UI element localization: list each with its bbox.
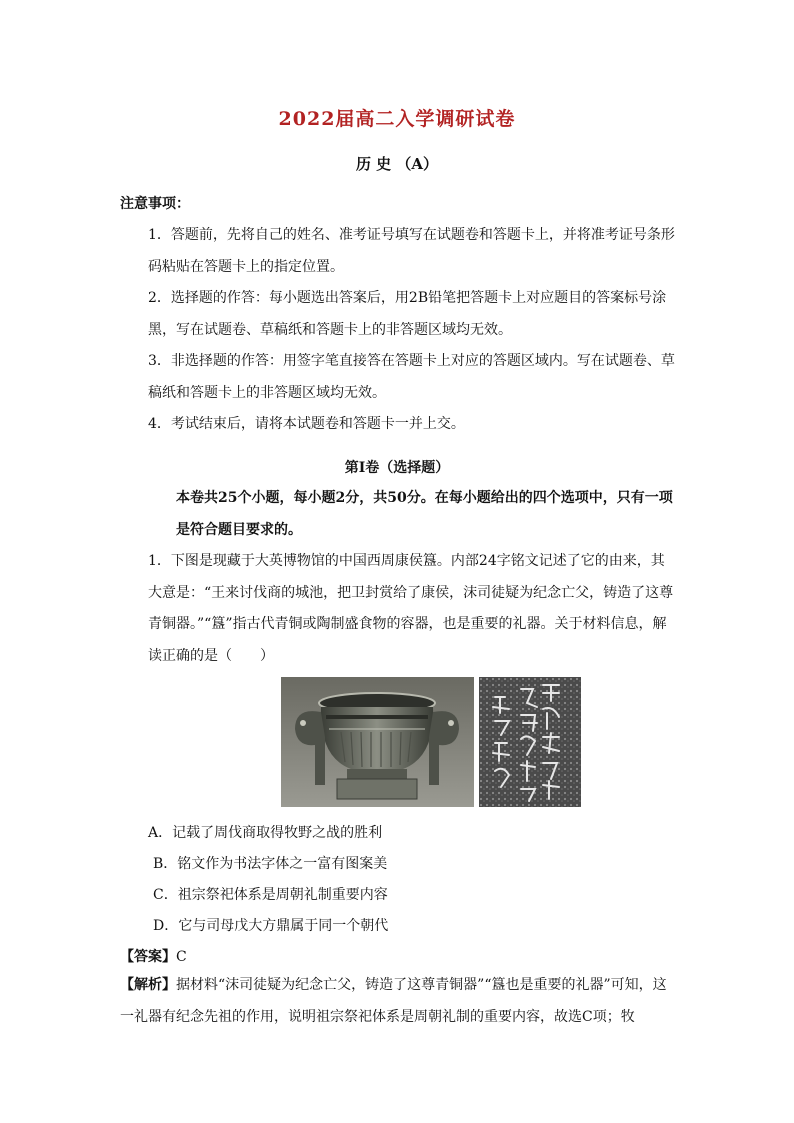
analysis [120,970,675,1033]
option-a: A．记载了周伐商取得牧野之战的胜利 [148,825,383,841]
option-c: C．祖宗祭祀体系是周朝礼制重要内容 [153,887,388,903]
note-item: 4．考试结束后，请将本试题卷和答题卡一并上交。 [148,416,465,432]
answer-value: C [176,949,187,965]
analysis-text: 据材料“沫司徒疑为纪念亡父，铸造了这尊青铜器”“簋也是重要的礼器”可知，这一礼器有纪念先祖的作用，说明祖宗祭祀体系是周朝礼制的重要内容，故选C项；牧 [120,977,667,1025]
notes-heading: 注意事项： [120,196,190,212]
note-item: 1．答题前，先将自己的姓名、准考证号填写在试题卷和答题卡上，并将准考证号条形码粘贴在答题卡上的指定位置。 [148,227,675,275]
question-stem: 1．下图是现藏于大英博物馆的中国西周康侯簋。内部24字铭文记述了它的由来，其大意是：“王来讨伐商的城池，把卫封赏给了康侯，沫司徒疑为纪念亡父，铸造了这尊青铜器。”“簋”指古代青铜或陶制盛食物的容器，也是重要的礼器。关于材料信息，解读正确的是（ ） [148,553,674,664]
answer-line [120,946,187,966]
section-instruction: 本卷共25个小题，每小题2分，共50分。在每小题给出的四个选项中，只有一项是符合题目要求的。 [176,490,673,538]
option-b: B．铭文作为书法字体之一富有图案美 [153,856,388,872]
exam-subject: 历 史 （A） [355,155,439,173]
exam-title: 2022届高二入学调研试卷 [278,108,516,130]
answer-label: 【答案】 [120,949,176,965]
section-title: 第Ⅰ卷（选择题） [344,460,450,476]
option-d: D．它与司母戊大方鼎属于同一个朝代 [153,918,389,934]
analysis-label: 【解析】 [120,977,176,993]
bronze-gui-image [281,677,581,807]
note-item: 3．非选择题的作答：用签字笔直接答在答题卡上对应的答题区域内。写在试题卷、草稿纸和答题卡上的非答题区域均无效。 [148,353,675,401]
question-figure [281,677,581,807]
note-item: 2．选择题的作答：每小题选出答案后，用2B铅笔把答题卡上对应题目的答案标号涂黑，写在试题卷、草稿纸和答题卡上的非答题区域均无效。 [148,290,667,338]
